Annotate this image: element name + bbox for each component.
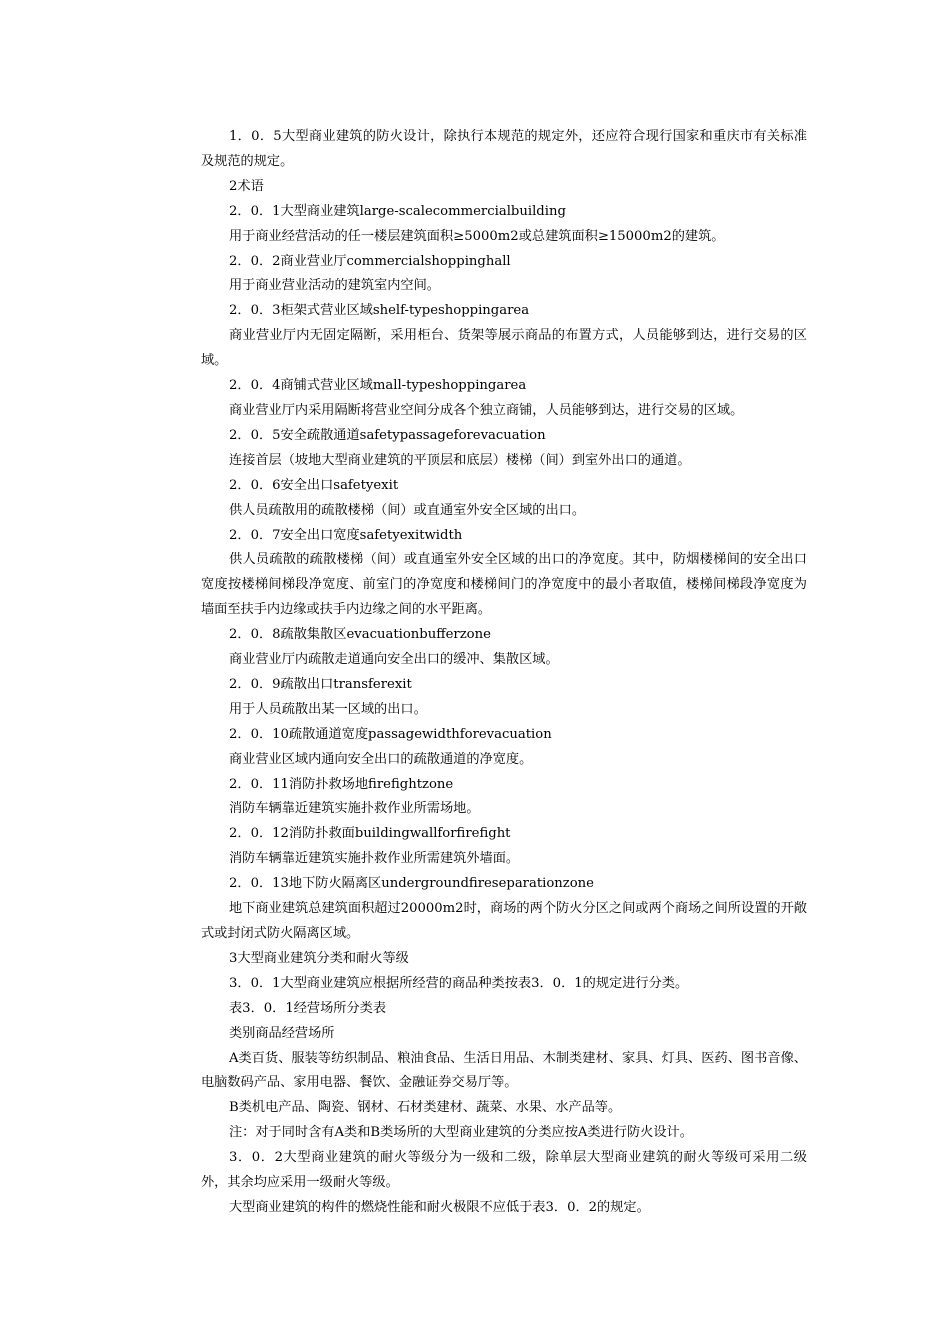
term-definition: 供人员疏散的疏散楼梯（间）或直通室外安全区域的出口的净宽度。其中，防烟楼梯间的安全出口宽度按楼梯间梯段净宽度、前室门的净宽度和楼梯间门的净宽度中的最小者取值，楼梯间梯段净宽度为墙面至扶手内边缘或扶手内边缘之间的水平距离。 (201, 552, 807, 618)
term-definition: 商业营业区域内通向安全出口的疏散通道的净宽度。 (229, 751, 533, 767)
document-body (201, 125, 807, 1221)
table-caption: 表3．0．1经营场所分类表 (229, 1000, 387, 1016)
term-definition: 用于人员疏散出某一区域的出口。 (229, 701, 427, 717)
term-heading: 2．0．8疏散集散区evacuationbufferzone (229, 627, 491, 643)
term-definition: 消防车辆靠近建筑实施扑救作业所需场地。 (229, 801, 480, 817)
term-heading: 2．0．11消防扑救场地firefightzone (229, 776, 454, 792)
section-heading: 2术语 (229, 178, 264, 194)
term-definition: 消防车辆靠近建筑实施扑救作业所需建筑外墙面。 (229, 851, 520, 867)
term-definition: 用于商业经营活动的任一楼层建筑面积≥5000m2或总建筑面积≥15000m2的建筑。 (229, 228, 725, 244)
paragraph: 3．0．2大型商业建筑的耐火等级分为一级和二级，除单层大型商业建筑的耐火等级可采用二级外，其余均应采用一级耐火等级。 (201, 1150, 807, 1191)
term-heading: 2．0．5安全疏散通道safetypassageforevacuation (229, 427, 546, 443)
term-heading: 2．0．1大型商业建筑large-scalecommercialbuilding (229, 203, 566, 219)
paragraph: 大型商业建筑的构件的燃烧性能和耐火极限不应低于表3．0．2的规定。 (229, 1199, 650, 1215)
paragraph: 3．0．1大型商业建筑应根据所经营的商品种类按表3．0．1的规定进行分类。 (229, 975, 689, 991)
term-heading: 2．0．13地下防火隔离区undergroundfireseparationzone (229, 876, 594, 892)
term-heading: 2．0．9疏散出口transferexit (229, 676, 412, 692)
term-heading: 2．0．2商业营业厅commercialshoppinghall (229, 253, 511, 269)
paragraph: 1．0．5大型商业建筑的防火设计，除执行本规范的规定外，还应符合现行国家和重庆市有关标准及规范的规定。 (201, 129, 807, 169)
table-note: 注：对于同时含有A类和B类场所的大型商业建筑的分类应按A类进行防火设计。 (229, 1125, 693, 1141)
table-row: A类百货、服装等纺织制品、粮油食品、生活日用品、木制类建材、家具、灯具、医药、图书音像、电脑数码产品、家用电器、餐饮、金融证券交易厅等。 (201, 1050, 807, 1091)
term-definition: 用于商业营业活动的建筑室内空间。 (229, 278, 440, 294)
term-definition: 供人员疏散用的疏散楼梯（间）或直通室外安全区域的出口。 (229, 502, 586, 518)
term-heading: 2．0．7安全出口宽度safetyexitwidth (229, 527, 463, 543)
term-heading: 2．0．3柜架式营业区域shelf-typeshoppingarea (229, 303, 530, 319)
term-definition: 商业营业厅内疏散走道通向安全出口的缓冲、集散区域。 (229, 652, 559, 668)
table-row: B类机电产品、陶瓷、钢材、石材类建材、蔬菜、水果、水产品等。 (229, 1100, 622, 1116)
term-heading: 2．0．10疏散通道宽度passagewidthforevacuation (229, 726, 552, 742)
term-heading: 2．0．4商铺式营业区域mall-typeshoppingarea (229, 378, 527, 394)
table-header-row: 类别商品经营场所 (229, 1025, 335, 1041)
term-definition: 连接首层（坡地大型商业建筑的平顶层和底层）楼梯（间）到室外出口的通道。 (229, 452, 691, 468)
section-heading: 3大型商业建筑分类和耐火等级 (229, 950, 409, 966)
term-heading: 2．0．12消防扑救面buildingwallforfirefight (229, 826, 511, 842)
term-heading: 2．0．6安全出口safetyexit (229, 477, 399, 493)
term-definition: 地下商业建筑总建筑面积超过20000m2时，商场的两个防火分区之间或两个商场之间所设置的开敞式或封闭式防火隔离区域。 (201, 901, 807, 941)
term-definition: 商业营业厅内采用隔断将营业空间分成各个独立商铺，人员能够到达，进行交易的区域。 (229, 402, 744, 418)
term-definition: 商业营业厅内无固定隔断，采用柜台、货架等展示商品的布置方式，人员能够到达，进行交易的区域。 (201, 328, 807, 369)
